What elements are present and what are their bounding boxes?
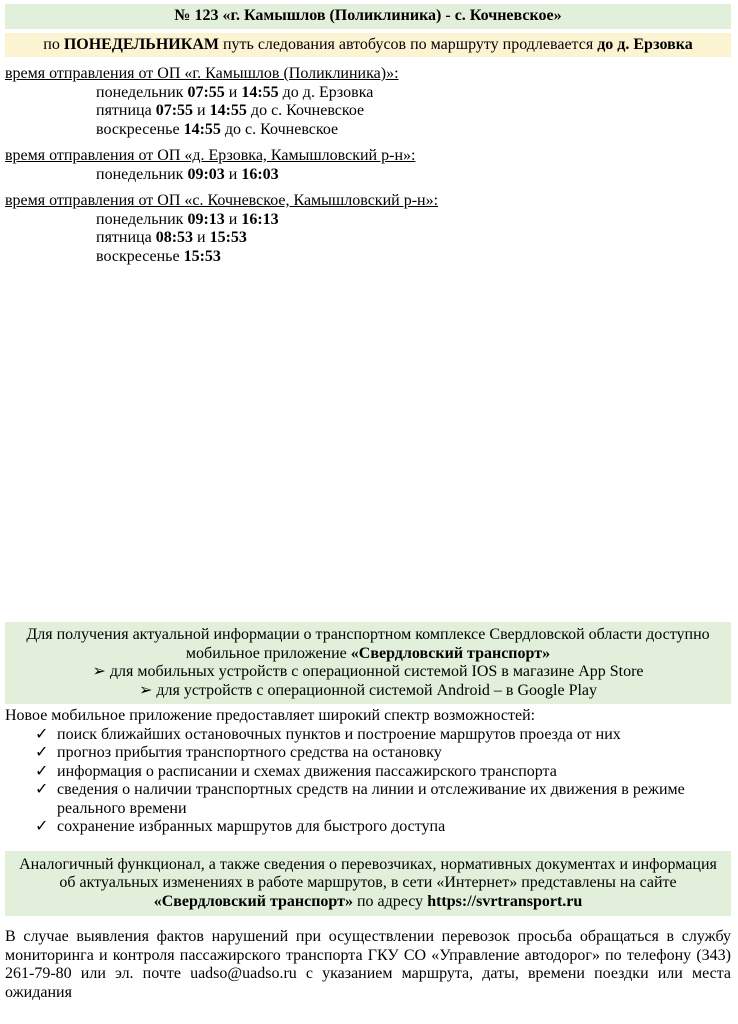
app-info-line bbox=[15, 626, 721, 663]
schedule-conjunction: и bbox=[224, 210, 242, 228]
schedule-day: пятница bbox=[96, 229, 156, 246]
feature-text: сведения о наличии транспортных средств на линии и отслеживание их движения в режиме реального времени bbox=[57, 781, 685, 817]
monday-banner-destination: до д. Ерзовка bbox=[597, 35, 693, 53]
schedule-destination: до с. Кочневское bbox=[246, 102, 365, 119]
check-icon: ✓ bbox=[35, 744, 49, 761]
arrow-bullet-icon: ➢ bbox=[92, 663, 106, 680]
feature-item bbox=[5, 744, 731, 763]
schedule-row bbox=[5, 121, 731, 140]
schedule-section-kochnevskoe bbox=[5, 192, 731, 266]
app-name: «Свердловский транспорт» bbox=[350, 644, 551, 662]
schedule-destination: до с. Кочневское bbox=[220, 120, 339, 138]
website-info-box bbox=[5, 851, 731, 917]
feature-text: сохранение избранных маршрутов для быстрого доступа bbox=[57, 818, 446, 835]
features-title: Новое мобильное приложение предоставляет широкий спектр возможностей: bbox=[5, 707, 536, 724]
schedule-heading-erzovka: время отправления от ОП «д. Ерзовка, Камышловский р-н»: bbox=[5, 147, 416, 164]
route-title: № 123 «г. Камышлов (Поликлиника) - с. Кочневское» bbox=[174, 7, 562, 24]
schedule-day: воскресенье bbox=[96, 247, 184, 265]
feature-item bbox=[5, 781, 731, 818]
schedule-time: 14:55 bbox=[241, 83, 279, 101]
schedule-conjunction: и bbox=[224, 83, 242, 101]
schedule-time: 14:55 bbox=[209, 102, 247, 119]
monday-banner-day: ПОНЕДЕЛЬНИКАМ bbox=[63, 35, 219, 53]
schedule-day: пятница bbox=[96, 102, 156, 119]
app-store-text: для мобильных устройств с операционной системой IOS в магазине App Store bbox=[109, 663, 644, 680]
schedule-time: 16:03 bbox=[241, 165, 279, 183]
feature-item bbox=[5, 818, 731, 837]
website-info-text: Аналогичный функционал, а также сведения о перевозчиках, нормативных документах и информация об актуальных изменениях в работе маршрутов, в сети «Интернет» представлены на сайте bbox=[19, 855, 717, 891]
schedule-row bbox=[5, 248, 731, 267]
check-icon: ✓ bbox=[35, 781, 49, 798]
schedule-heading-kochnevskoe: время отправления от ОП «с. Кочневское, Камышловский р-н»: bbox=[5, 192, 439, 209]
feature-text: поиск ближайших остановочных пунктов и построение маршрутов проезда от них bbox=[57, 725, 621, 743]
schedule-time: 09:03 bbox=[187, 165, 225, 183]
schedule-day: понедельник bbox=[96, 165, 188, 183]
schedule-time: 09:13 bbox=[187, 210, 225, 228]
violations-contact-note: В случае выявления фактов нарушений при осуществлении перевозок просьба обращаться в службу мониторинга и контроля пассажирского транспорта ГКУ СО «Управление автодорог» по телефону (343) 261-79-80 или эл. почте uadso@uadso.ru с указанием маршрута, даты, времени поездки или места ожидания bbox=[5, 928, 731, 1001]
monday-banner-text-pre: по bbox=[43, 35, 64, 53]
schedule-heading-kamyshlov: время отправления от ОП «г. Камышлов (Поликлиника)»: bbox=[5, 65, 399, 82]
schedule-conjunction: и bbox=[193, 102, 210, 119]
feature-item bbox=[5, 726, 731, 745]
schedule-time: 15:53 bbox=[209, 229, 247, 246]
website-name: «Свердловский транспорт» bbox=[153, 892, 353, 910]
schedule-destination: до д. Ерзовка bbox=[278, 83, 374, 101]
feature-text: информация о расписании и схемах движения пассажирского транспорта bbox=[57, 762, 557, 780]
schedule-time: 07:55 bbox=[155, 102, 194, 119]
schedule-conjunction: и bbox=[193, 229, 210, 246]
schedule-time: 16:13 bbox=[241, 210, 279, 228]
schedule-time: 15:53 bbox=[183, 247, 221, 265]
schedule-section-erzovka bbox=[5, 147, 731, 184]
route-title-banner bbox=[5, 4, 731, 29]
website-url: https://svrtransport.ru bbox=[427, 892, 583, 910]
schedule-time: 14:55 bbox=[183, 120, 221, 138]
website-info-mid: по адресу bbox=[352, 892, 428, 910]
schedule-section-kamyshlov bbox=[5, 65, 731, 139]
app-features-list bbox=[5, 707, 731, 837]
check-icon: ✓ bbox=[35, 818, 49, 835]
schedule-row bbox=[5, 229, 731, 248]
check-icon: ✓ bbox=[35, 762, 49, 780]
google-play-text: для устройств с операционной системой Android – в Google Play bbox=[156, 681, 598, 699]
monday-banner-text-mid: путь следования автобусов по маршруту продлевается bbox=[218, 35, 598, 53]
schedule-day: воскресенье bbox=[96, 120, 184, 138]
schedule-row bbox=[5, 102, 731, 121]
feature-text: прогноз прибытия транспортного средства на остановку bbox=[57, 744, 442, 761]
app-info-text: Для получения актуальной информации о транспортном комплексе Свердловской области доступно мобильное приложение bbox=[26, 626, 710, 662]
arrow-bullet-icon: ➢ bbox=[138, 681, 153, 699]
schedule-row bbox=[5, 84, 731, 103]
monday-extension-banner bbox=[5, 33, 731, 58]
google-play-line bbox=[15, 682, 721, 701]
blank-area bbox=[5, 266, 731, 622]
check-icon: ✓ bbox=[35, 725, 49, 743]
schedule-day: понедельник bbox=[96, 210, 188, 228]
schedule-time: 07:55 bbox=[187, 83, 225, 101]
schedule-time: 08:53 bbox=[155, 229, 194, 246]
schedule-row bbox=[5, 166, 731, 185]
app-store-line bbox=[15, 663, 721, 682]
schedule-day: понедельник bbox=[96, 83, 188, 101]
schedule-conjunction: и bbox=[224, 165, 242, 183]
feature-item bbox=[5, 763, 731, 782]
schedule-row bbox=[5, 211, 731, 230]
mobile-app-info-box bbox=[5, 622, 731, 704]
